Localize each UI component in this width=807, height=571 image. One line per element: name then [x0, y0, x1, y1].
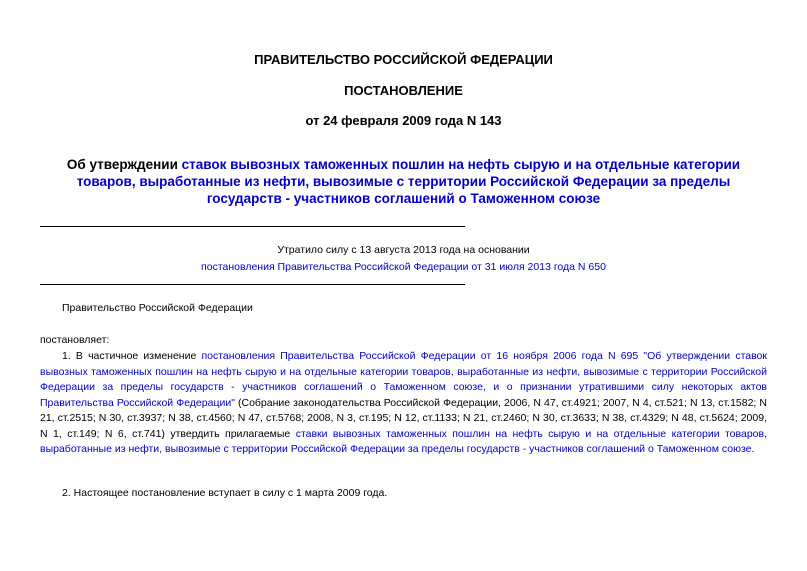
paragraph-1-start: 1. В частичное изменение — [62, 350, 202, 362]
paragraph-1-middle: (Собрание законодательства Российской Федерации, 2006, N 47, ст.4921; 2007, N 4, ст.521; N 13, ст.1582; N 21, ст.2515; N 30, ст.3937; N 38, ст.4560; N 47, ст.5768; 2008, N 3, ст.195; N 12, ст.1133; N 21, ст.2460; N 30, ст.3633; N 38, ст.4329; N 48, ст.5624; 2009, N 1, ст.149; N 6, ст.741) утвердить прилагаемые — [40, 396, 767, 440]
amended-act-link[interactable]: постановления Правительства Российской Федерации от 16 ноября 2006 года N 695 "Об утверждении ставок вывозных таможенных пошлин на нефть сырую и на отдельные категории товаров, выработанные из нефти, вывозимые с территории Российской Федерации за пределы государств - участников соглашений о Таможенном союзе, и о признании утратившими силу некоторых актов Правительства Российской Федерации" — [40, 350, 767, 409]
divider-bottom — [40, 284, 465, 285]
title-prefix: Об утверждении — [66, 157, 182, 172]
government-heading: ПРАВИТЕЛЬСТВО РОССИЙСКОЙ ФЕДЕРАЦИИ — [254, 52, 553, 67]
status-note-link[interactable]: постановления Правительства Российской Федерации от 31 июля 2013 года N 650 — [201, 261, 606, 273]
status-note-text: Утратило силу с 13 августа 2013 года на основании — [277, 244, 530, 256]
issuer-text: Правительство Российской Федерации — [62, 302, 253, 314]
document-type-heading: ПОСТАНОВЛЕНИЕ — [344, 83, 463, 98]
document-date-number: от 24 февраля 2009 года N 143 — [305, 113, 502, 128]
paragraph-2: 2. Настоящее постановление вступает в силу с 1 марта 2009 года. — [62, 487, 388, 499]
paragraph-1-end: . — [751, 443, 755, 455]
document-title — [40, 156, 767, 207]
divider-top — [40, 226, 465, 227]
duty-rates-link[interactable]: ставки вывозных таможенных пошлин на нефть сырую и на отдельные категории товаров, выработанные из нефти, вывозимые с территории Российской Федерации за пределы государств - участников соглашений о Таможенном союзе — [40, 427, 767, 455]
paragraph-1 — [40, 349, 767, 458]
decides-text: постановляет: — [40, 334, 110, 346]
title-link[interactable]: ставок вывозных таможенных пошлин на нефть сырую и на отдельные категории товаров, выработанные из нефти, вывозимые с территории Российской Федерации за пределы государств - участников соглашений о Таможенном союзе — [76, 157, 741, 206]
